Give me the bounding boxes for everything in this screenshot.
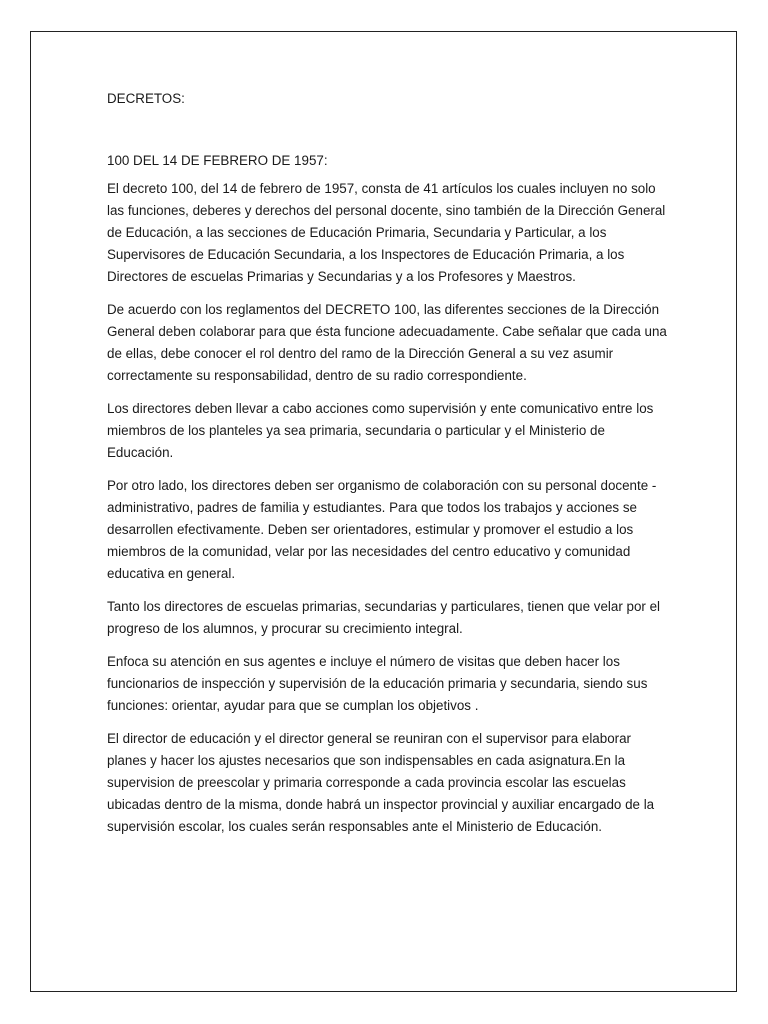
paragraph-4: Por otro lado, los directores deben ser organismo de colaboración con su personal docente -administrativo, padres de familia y estudiantes. Para que todos los trabajos y acciones se desarrollen efectivamente. Deben ser orientadores, estimular y promover el estudio a los miembros de la comunidad, velar por las necesidades del centro educativo y comunidad educativa en general. <box>107 478 657 581</box>
document-title: DECRETOS: <box>107 91 185 106</box>
paragraph-7: El director de educación y el director general se reuniran con el supervisor para elaborar planes y hacer los ajustes necesarios que son indispensables en cada asignatura.En la supervision de preescolar y primaria corresponde a cada provincia escolar las escuelas ubicadas dentro de la misma, donde habrá un inspector provincial y auxiliar encargado de la supervisión escolar, los cuales serán responsables ante el Ministerio de Educación. <box>107 731 655 834</box>
paragraph-6: Enfoca su atención en sus agentes e incluye el número de visitas que deben hacer los funcionarios de inspección y supervisión de la educación primaria y secundaria, siendo sus funciones: orientar, ayudar para que se cumplan los objetivos . <box>107 654 648 713</box>
paragraph-3: Los directores deben llevar a cabo acciones como supervisión y ente comunicativo entre los miembros de los planteles ya sea primaria, secundaria o particular y el Ministerio de Educación. <box>107 401 654 460</box>
paragraph-1: El decreto 100, del 14 de febrero de 1957, consta de 41 artículos los cuales incluyen no solo las funciones, deberes y derechos del personal docente, sino también de la Dirección General de Educación, a las secciones de Educación Primaria, Secundaria y Particular, a los Supervisores de Educación Secundaria, a los Inspectores de Educación Primaria, a los Directores de escuelas Primarias y Secundarias y a los Profesores y Maestros. <box>107 181 666 284</box>
paragraph-2: De acuerdo con los reglamentos del DECRETO 100, las diferentes secciones de la Dirección General deben colaborar para que ésta funcione adecuadamente. Cabe señalar que cada una de ellas, debe conocer el rol dentro del ramo de la Dirección General a su vez asumir correctamente su responsabilidad, dentro de su radio correspondiente. <box>107 302 667 383</box>
paragraph-5: Tanto los directores de escuelas primarias, secundarias y particulares, tienen que velar por el progreso de los alumnos, y procurar su crecimiento integral. <box>107 599 661 636</box>
document-page <box>30 31 737 992</box>
document-body <box>107 88 667 849</box>
section-heading: 100 DEL 14 DE FEBRERO DE 1957: <box>107 153 328 168</box>
